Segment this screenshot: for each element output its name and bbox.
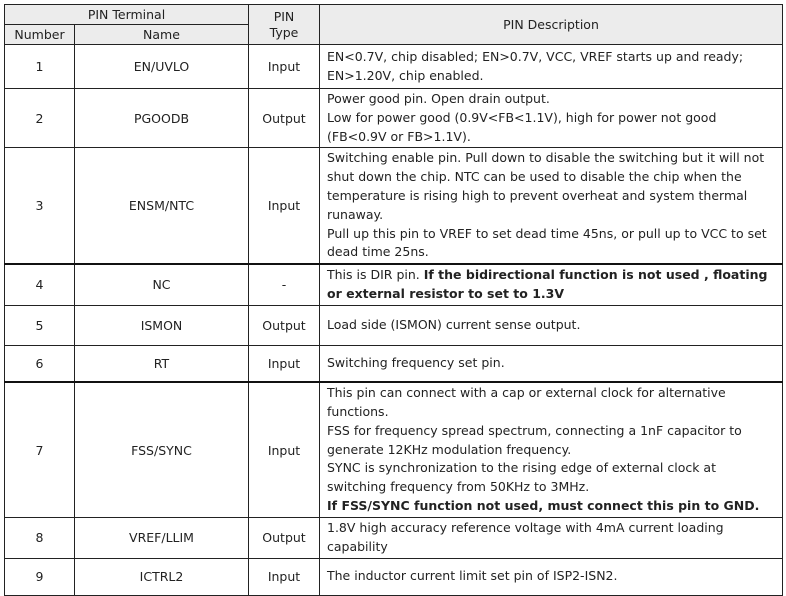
pin-type: Output <box>249 89 320 148</box>
header-pin-terminal: PIN Terminal <box>5 5 249 25</box>
description-line: This pin can connect with a cap or external clock for alternative functions. <box>327 385 726 420</box>
pin-table-wrapper <box>4 4 782 596</box>
table-row <box>5 45 783 89</box>
table-row <box>5 558 783 595</box>
pin-description <box>320 517 783 558</box>
pin-number: 2 <box>5 89 75 148</box>
description-line: Low for power good (0.9V<FB<1.1V), high for power not good (FB<0.9V or FB>1.1V). <box>327 109 717 144</box>
pin-number: 6 <box>5 345 75 382</box>
pin-name: NC <box>75 264 249 305</box>
pin-number: 8 <box>5 517 75 558</box>
pin-name: FSS/SYNC <box>75 382 249 517</box>
pin-type: - <box>249 264 320 305</box>
pin-type: Output <box>249 517 320 558</box>
header-pin-type-line2: Type <box>269 24 299 40</box>
pin-number: 4 <box>5 264 75 305</box>
pin-description <box>320 148 783 264</box>
table-row <box>5 305 783 345</box>
pin-name: ENSM/NTC <box>75 148 249 264</box>
table-row <box>5 264 783 305</box>
pin-number: 7 <box>5 382 75 517</box>
description-line: Load side (ISMON) current sense output. <box>327 316 581 332</box>
description-line: EN<0.7V, chip disabled; EN>0.7V, VCC, VREF starts up and ready; <box>327 48 744 64</box>
description-warning: If FSS/SYNC function not used, must connect this pin to GND. <box>327 498 760 514</box>
pin-number: 1 <box>5 45 75 89</box>
pin-description <box>320 382 783 517</box>
description-line: 1.8V high accuracy reference voltage with 4mA current loading capability <box>327 520 724 554</box>
header-number: Number <box>5 25 75 45</box>
pin-description <box>320 345 783 382</box>
table-row <box>5 517 783 558</box>
table-header <box>5 5 783 45</box>
pin-description <box>320 89 783 148</box>
header-name: Name <box>75 25 249 45</box>
pin-type: Output <box>249 305 320 345</box>
pin-name: EN/UVLO <box>75 45 249 89</box>
pin-name: ISMON <box>75 305 249 345</box>
description-line: FSS for frequency spread spectrum, connecting a 1nF capacitor to generate 12KHz modulation frequency. <box>327 422 742 457</box>
pin-description <box>320 305 783 345</box>
description-lead: This is DIR pin. <box>327 267 424 283</box>
description-line: Pull up this pin to VREF to set dead time 45ns, or pull up to VCC to set dead time 25ns. <box>327 225 767 260</box>
pin-description <box>320 264 783 305</box>
description-line: SYNC is synchronization to the rising edge of external clock at switching frequency from 50KHz to 3MHz. <box>327 460 716 495</box>
header-pin-type <box>249 5 320 45</box>
description-line: Power good pin. Open drain output. <box>327 91 550 106</box>
pin-table <box>4 4 783 596</box>
table-row <box>5 89 783 148</box>
pin-name: PGOODB <box>75 89 249 148</box>
pin-type: Input <box>249 558 320 595</box>
description-line: The inductor current limit set pin of ISP2-ISN2. <box>327 568 618 584</box>
table-row <box>5 148 783 264</box>
table-row <box>5 345 783 382</box>
description-line: Switching enable pin. Pull down to disable the switching but it will not shut down the chip. NTC can be used to disable the chip when the temperature is rising high to prevent overheat and system thermal runaway. <box>327 150 765 222</box>
pin-number: 9 <box>5 558 75 595</box>
description-warning: If the bidirectional function is not used , floating or external resistor to set to 1.3V <box>327 267 768 301</box>
pin-name: RT <box>75 345 249 382</box>
pin-type: Input <box>249 382 320 517</box>
pin-description <box>320 45 783 89</box>
table-body <box>5 45 783 596</box>
header-pin-type-line1: PIN <box>273 8 295 24</box>
pin-number: 3 <box>5 148 75 264</box>
description-line: EN>1.20V, chip enabled. <box>327 67 484 83</box>
pin-type: Input <box>249 345 320 382</box>
description-line: Switching frequency set pin. <box>327 355 505 371</box>
pin-description <box>320 558 783 595</box>
pin-type: Input <box>249 148 320 264</box>
pin-name: ICTRL2 <box>75 558 249 595</box>
pin-name: VREF/LLIM <box>75 517 249 558</box>
header-pin-description: PIN Description <box>320 5 783 45</box>
pin-number: 5 <box>5 305 75 345</box>
pin-type: Input <box>249 45 320 89</box>
table-row <box>5 382 783 517</box>
